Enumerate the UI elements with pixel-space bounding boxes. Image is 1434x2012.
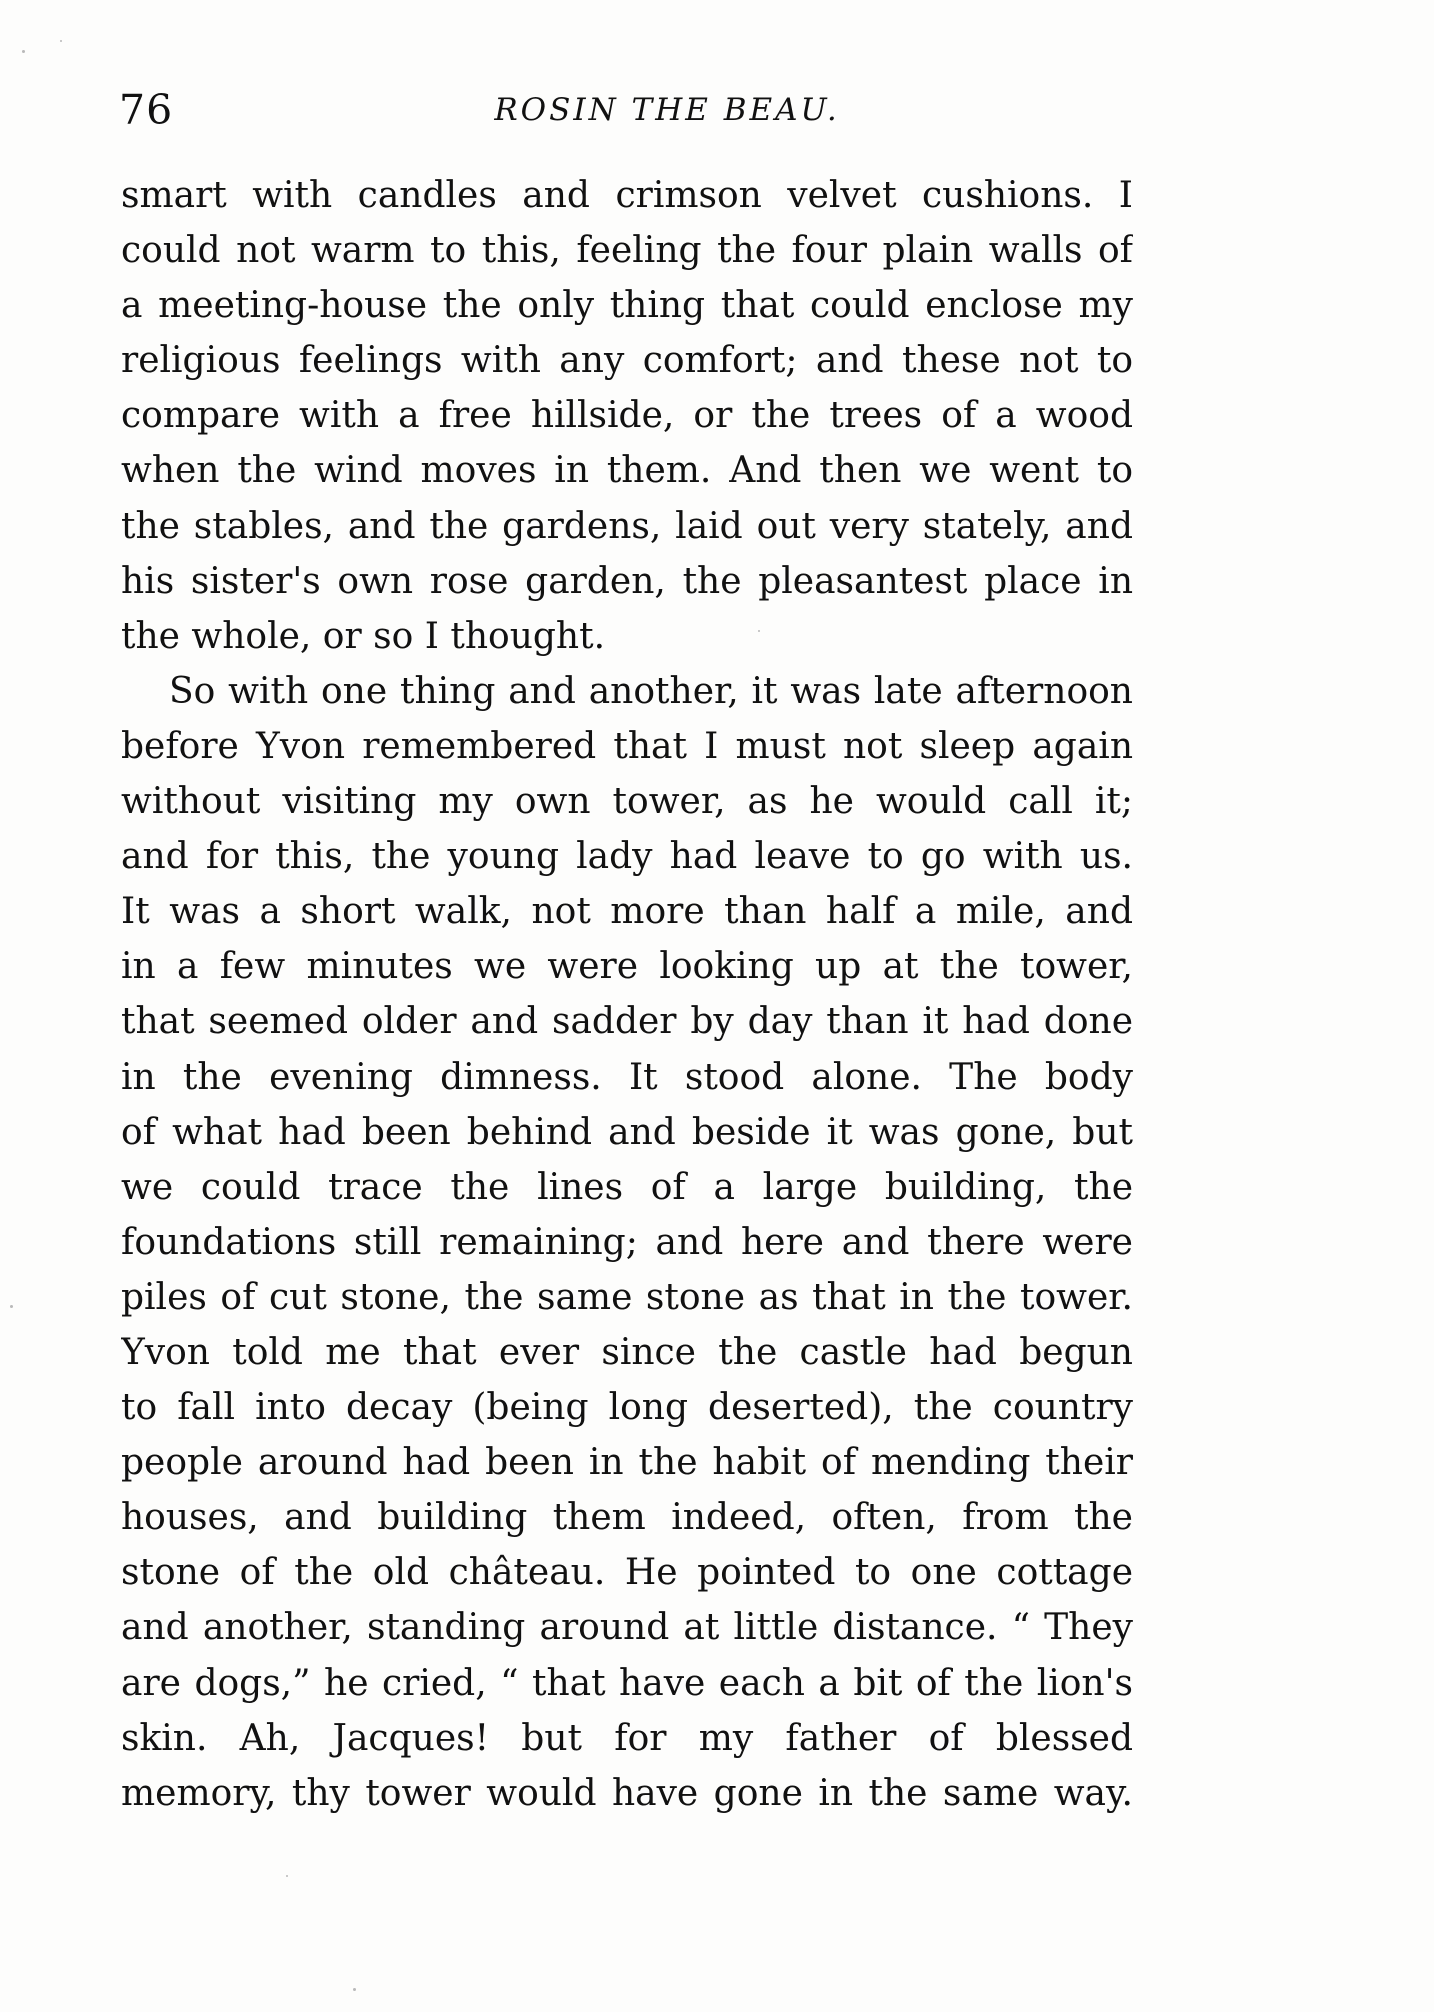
text-line: could not warm to this, feeling the four plain walls of <box>121 230 1133 272</box>
text-line: Yvon told me that ever since the castle had begun <box>121 1331 1133 1373</box>
scan-speck <box>10 1305 13 1308</box>
text-line: stone of the old château. He pointed to one cottage <box>121 1552 1133 1594</box>
text-line: skin. Ah, Jacques! but for my father of blessed <box>121 1717 1133 1759</box>
text-line: smart with candles and crimson velvet cushions. I <box>121 175 1133 216</box>
text-line: compare with a free hillside, or the trees of a wood <box>121 395 1133 437</box>
text-line: memory, thy tower would have gone in the same way. <box>121 1772 1133 1814</box>
text-line: piles of cut stone, the same stone as that in the tower. <box>121 1276 1133 1318</box>
text-line: that seemed older and sadder by day than it had done <box>121 1001 1133 1043</box>
scan-speck <box>22 50 25 53</box>
text-line: So with one thing and another, it was late afternoon <box>169 670 1133 712</box>
text-line: without visiting my own tower, as he would call it; <box>121 781 1133 823</box>
text-line: we could trace the lines of a large building, the <box>121 1166 1133 1208</box>
text-line: before Yvon remembered that I must not sleep again <box>121 725 1133 767</box>
scan-speck <box>286 1875 288 1877</box>
text-line: are dogs,” he cried, “ that have each a bit of the lion's <box>121 1662 1133 1704</box>
text-line: when the wind moves in them. And then we went to <box>121 450 1133 492</box>
scan-speck <box>758 630 760 632</box>
text-line: and for this, the young lady had leave to go with us. <box>121 836 1133 878</box>
scan-speck <box>60 40 62 42</box>
text-line: people around had been in the habit of mending their <box>121 1442 1133 1484</box>
paragraph <box>121 664 1133 1821</box>
text-line: a meeting-house the only thing that could enclose my <box>121 285 1133 327</box>
text-line: religious feelings with any comfort; and these not to <box>121 340 1133 382</box>
page-header <box>119 80 1135 140</box>
text-line: of what had been behind and beside it was gone, but <box>121 1111 1133 1153</box>
text-line: in a few minutes we were looking up at the tower, <box>121 946 1133 988</box>
text-line: the whole, or so I thought. <box>121 615 606 657</box>
text-line: in the evening dimness. It stood alone. The body <box>121 1056 1133 1098</box>
text-line: houses, and building them indeed, often, from the <box>121 1497 1133 1539</box>
running-title: ROSIN THE BEAU. <box>494 92 840 128</box>
text-line: his sister's own rose garden, the pleasantest place in <box>121 560 1133 602</box>
text-line: to fall into decay (being long deserted), the country <box>121 1387 1133 1429</box>
text-line: and another, standing around at little distance. “ They <box>121 1607 1133 1649</box>
scan-speck <box>353 1988 356 1991</box>
body-text <box>121 168 1133 1821</box>
page-number: 76 <box>119 86 174 134</box>
text-line: It was a short walk, not more than half a mile, and <box>121 891 1133 933</box>
text-line: the stables, and the gardens, laid out very stately, and <box>121 505 1133 547</box>
paragraph <box>121 168 1133 664</box>
text-line: foundations still remaining; and here and there were <box>121 1221 1133 1263</box>
